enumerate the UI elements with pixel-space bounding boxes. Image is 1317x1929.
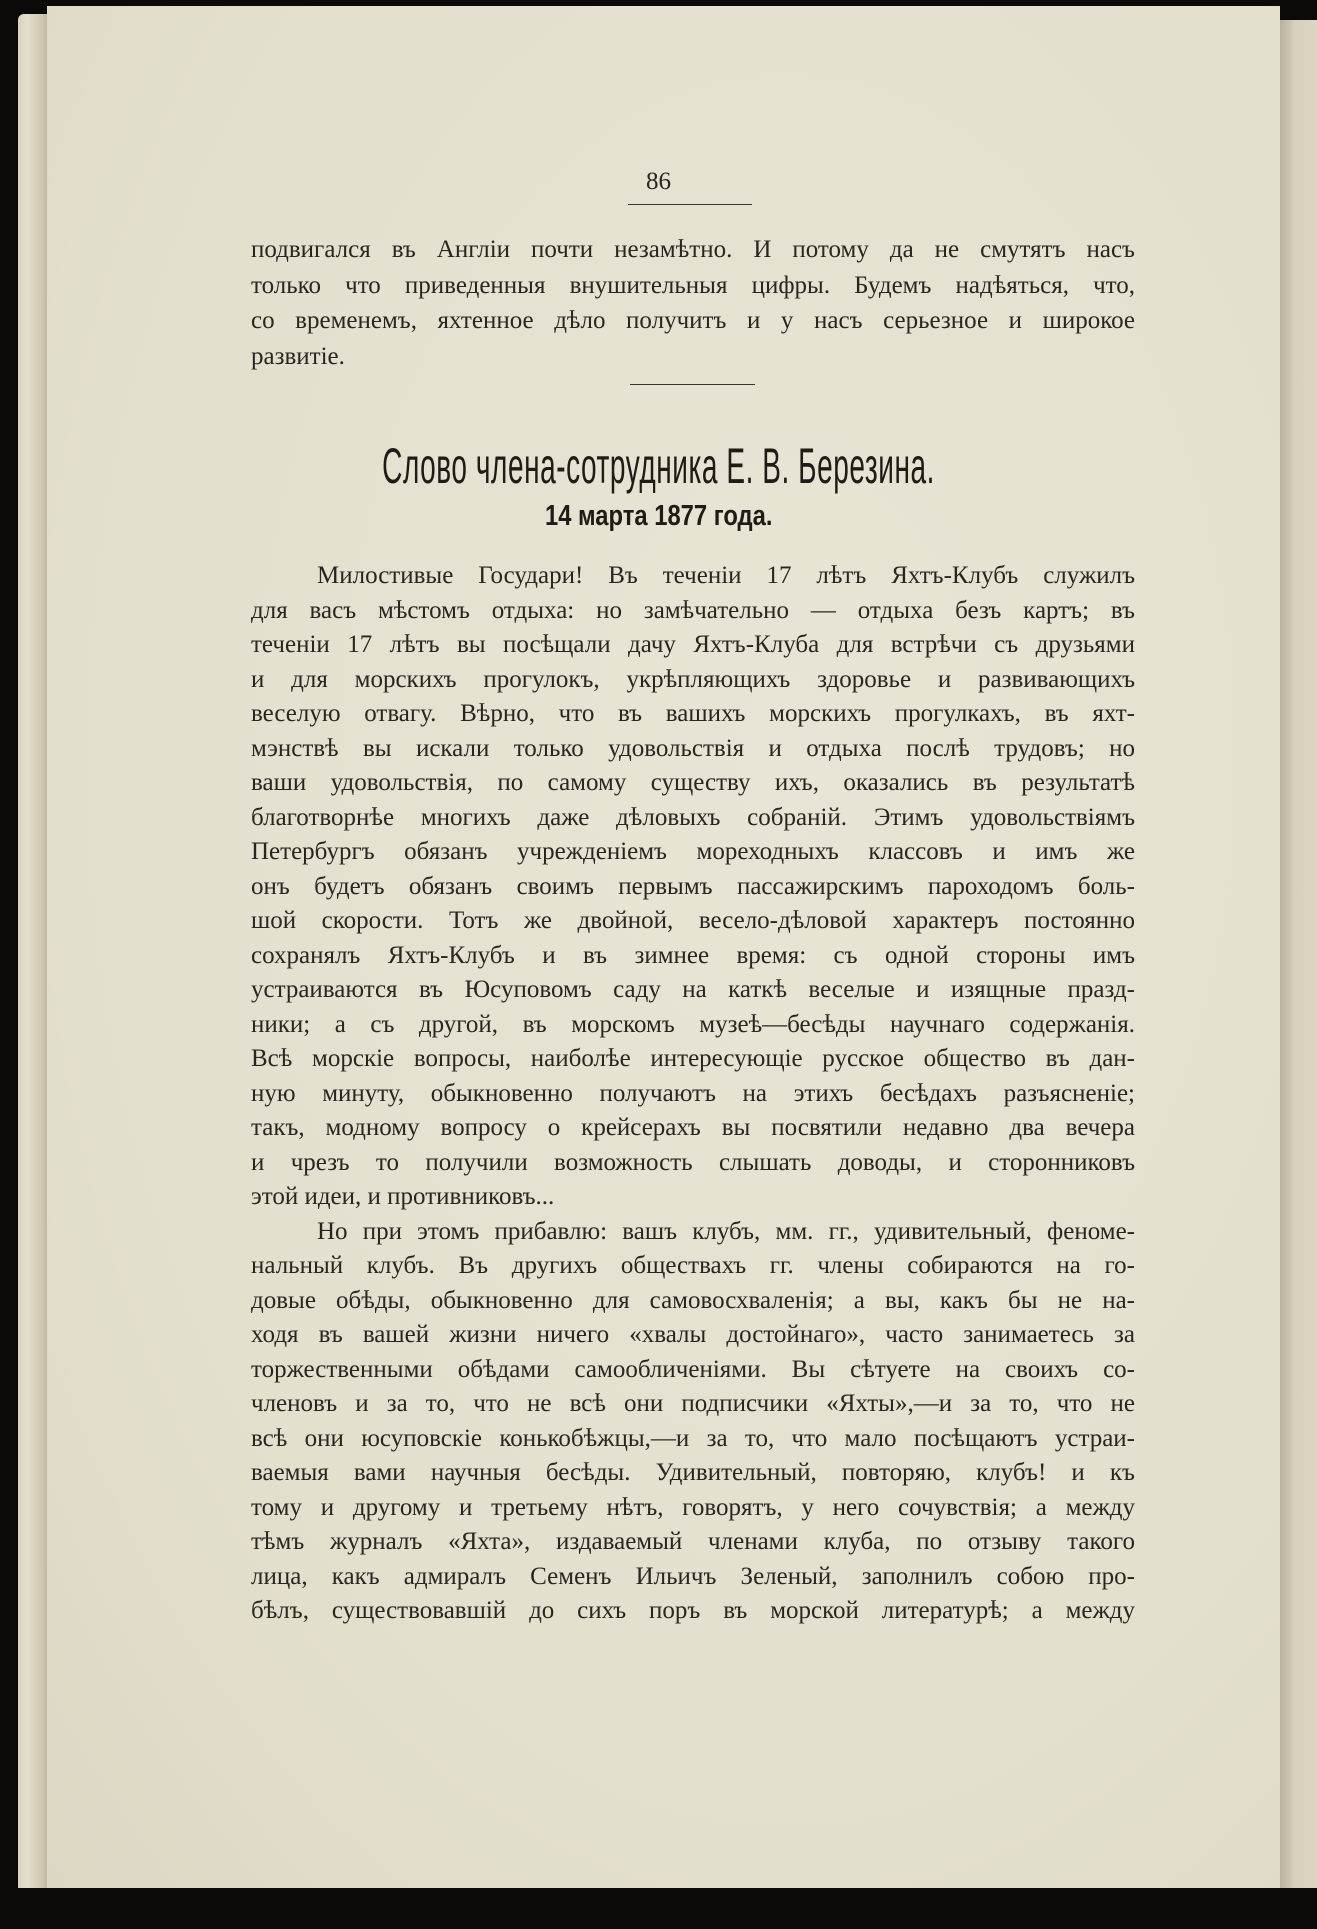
text-line: лица, какъ адмиралъ Семенъ Ильичъ Зеленый, заполнилъ собою про-: [251, 1562, 1135, 1590]
text-line: благотворнѣе многихъ даже дѣловыхъ собраній. Этимъ удовольствіямъ: [251, 803, 1135, 831]
header-rule: [628, 204, 752, 205]
page-number: 86: [646, 168, 671, 195]
section-date: [0, 500, 1317, 533]
book-page-edge: [18, 14, 48, 1888]
text-line: мэнствѣ вы искали только удовольствія и отдыха послѣ трудовъ; но: [251, 734, 1135, 762]
text-line: бѣлъ, существовавшій до сихъ поръ въ морской литературѣ; а между: [251, 1597, 1135, 1624]
text-line: и для морскихъ прогулокъ, укрѣпляющихъ здоровье и развивающихъ: [251, 665, 1135, 693]
section-date-text: 14 марта 1877 года.: [544, 500, 773, 532]
text-line: шой скорости. Тотъ же двойной, весело-дѣловой характеръ постоянно: [251, 907, 1135, 934]
text-line: такъ, модному вопросу о крейсерахъ вы посвятили недавно два вечера: [251, 1114, 1135, 1141]
text-line: нальный клубъ. Въ другихъ обществахъ гг. члены собираются на го-: [251, 1252, 1135, 1279]
text-line: тому и другому и третьему нѣтъ, говорятъ, у него сочувствія; а между: [251, 1493, 1135, 1521]
text-line: устраиваются въ Юсуповомъ саду на каткѣ веселые и изящные празд-: [251, 976, 1135, 1003]
text-line: ваши удовольствія, по самому существу ихъ, оказались въ результатѣ: [251, 769, 1135, 796]
text-line: тѣмъ журналъ «Яхта», издаваемый членами клуба, по отзыву такого: [251, 1528, 1135, 1555]
text-line: довые обѣды, обыкновенно для самовосхваленія; а вы, какъ бы не на-: [251, 1286, 1135, 1314]
text-line: ходя въ вашей жизни ничего «хвалы достойнаго», часто занимаетесь за: [251, 1321, 1135, 1348]
text-line: ваемыя вами научныя бесѣды. Удивительный, повторяю, клубъ! и къ: [251, 1459, 1135, 1486]
text-line: всѣ они юсуповскіе конькобѣжцы,—и за то, что мало посѣщаютъ устраи-: [251, 1424, 1135, 1452]
text-line: Милостивые Государи! Въ теченіи 17 лѣтъ Яхтъ-Клубъ служилъ: [317, 562, 1135, 589]
text-line: только что приведенныя внушительныя цифры. Будемъ надѣяться, что,: [251, 271, 1135, 299]
text-line: этой идеи, и противниковъ...: [251, 1183, 555, 1210]
text-line: Петербургъ обязанъ учрежденіемъ мореходныхъ классовъ и имъ же: [251, 838, 1135, 865]
text-line: Всѣ морскіе вопросы, наиболѣе интересующіе русское общество въ дан-: [251, 1045, 1135, 1072]
text-line: ники; а съ другой, въ морскомъ музеѣ—бесѣды научнаго содержанія.: [251, 1010, 1135, 1038]
text-line: онъ будетъ обязанъ своимъ первымъ пассажирскимъ пароходомъ боль-: [251, 872, 1135, 900]
text-line: веселую отвагу. Вѣрно, что въ вашихъ морскихъ прогулкахъ, въ яхт-: [251, 700, 1135, 727]
text-line: торжественными обѣдами самообличеніями. Вы сѣтуете на своихъ со-: [251, 1355, 1135, 1383]
text-line: ную минуту, обыкновенно получаютъ на этихъ бесѣдахъ разъясненіе;: [251, 1079, 1135, 1107]
text-line: со временемъ, яхтенное дѣло получитъ и у насъ серьезное и широкое: [251, 307, 1135, 334]
text-line: для васъ мѣстомъ отдыха: но замѣчательно — отдыха безъ картъ; въ: [251, 596, 1135, 624]
text-line: теченіи 17 лѣтъ вы посѣщали дачу Яхтъ-Клуба для встрѣчи съ друзьями: [251, 631, 1135, 658]
page-fold-strip: [1280, 20, 1317, 1888]
text-line: сохранялъ Яхтъ-Клубъ и въ зимнее время: съ одной стороны имъ: [251, 941, 1135, 969]
text-line: подвигался въ Англіи почти незамѣтно. И потому да не смутятъ насъ: [251, 236, 1135, 263]
section-title-text: Слово члена-сотрудника Е. В. Березина.: [382, 438, 935, 494]
text-line: и чрезъ то получили возможность слышать доводы, и сторонниковъ: [251, 1148, 1135, 1176]
text-line: развитіе.: [251, 342, 345, 370]
text-line: Но при этомъ прибавлю: вашъ клубъ, мм. гг., удивительный, феноме-: [317, 1217, 1135, 1245]
text-line: членовъ и за то, что не всѣ они подписчики «Яхты»,—и за то, что не: [251, 1390, 1135, 1417]
section-title: [0, 438, 1317, 494]
section-separator: [630, 384, 755, 385]
